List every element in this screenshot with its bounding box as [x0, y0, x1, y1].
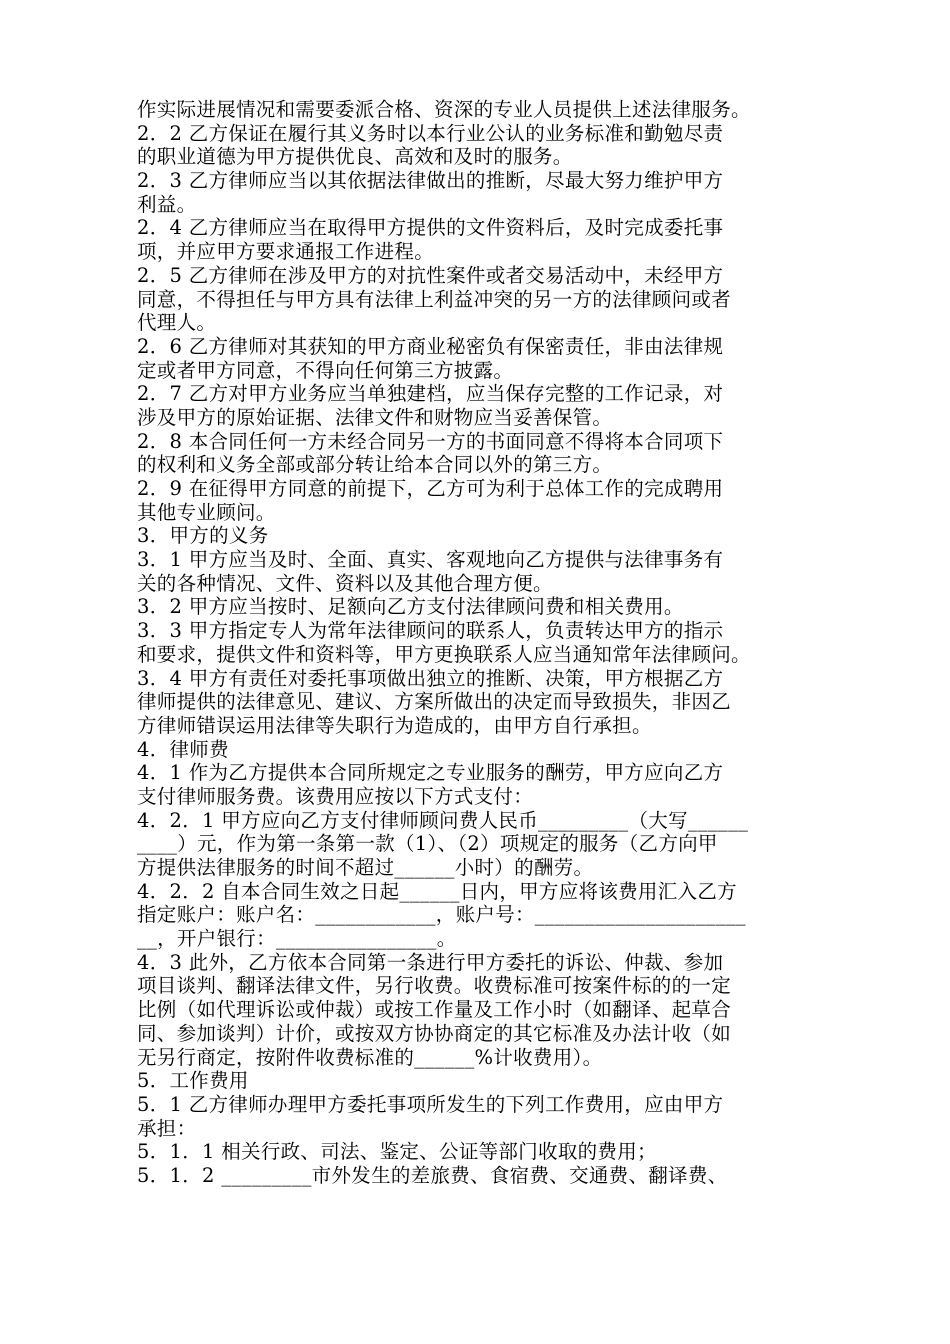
text-line: 4．2．1 甲方应向乙方支付律师顾问费人民币_________（大写______ — [137, 808, 749, 832]
text-line: 2．6 乙方律师对其获知的甲方商业秘密负有保密责任，非由法律规 — [137, 334, 724, 358]
text-line: 涉及甲方的原始证据、法律文件和财物应当妥善保管。 — [137, 405, 613, 429]
text-line: 2．2 乙方保证在履行其义务时以本行业公认的业务标准和勤勉尽责 — [137, 121, 724, 145]
text-line: 方提供法律服务的时间不超过______小时）的酬劳。 — [137, 856, 594, 879]
text-line: 方律师错误运用法律等失职行为造成的，由甲方自行承担。 — [137, 713, 652, 737]
text-line: 2．9 在征得甲方同意的前提下，乙方可为利于总体工作的完成聘用 — [137, 477, 724, 500]
text-line: 指定账户：账户名：____________，账户号：_____________________ — [137, 903, 746, 927]
text-line: 4．1 作为乙方提供本合同所规定之专业服务的酬劳，甲方应向乙方 — [137, 761, 724, 785]
text-line: 2．3 乙方律师应当以其依据法律做出的推断，尽最大努力维护甲方 — [137, 169, 724, 193]
text-line: 3．1 甲方应当及时、全面、真实、客观地向乙方提供与法律事务有 — [137, 548, 724, 572]
text-line: 3．甲方的义务 — [137, 524, 269, 548]
text-line: 2．4 乙方律师应当在取得甲方提供的文件资料后，及时完成委托事 — [137, 216, 724, 240]
text-line: 其他专业顾问。 — [137, 500, 276, 524]
contract-body-text — [137, 98, 817, 1188]
text-line: 同意，不得担任与甲方具有法律上利益冲突的另一方的法律顾问或者 — [137, 287, 732, 311]
text-line: 利益。 — [137, 192, 197, 216]
text-line: 承担： — [137, 1116, 197, 1140]
text-line: 4．2．2 自本合同生效之日起______日内，甲方应将该费用汇入乙方 — [137, 879, 737, 903]
text-line: 和要求，提供文件和资料等，甲方更换联系人应当通知常年法律顾问。 — [137, 642, 751, 666]
text-line: 4．律师费 — [137, 737, 229, 761]
text-line: 代理人。 — [137, 311, 217, 335]
text-line: 4．3 此外，乙方依本合同第一条进行甲方委托的诉讼、仲裁、参加 — [137, 950, 724, 974]
text-line: 同、参加谈判）计价，或按双方协协商定的其它标准及办法计收（如 — [137, 1021, 732, 1045]
text-line: 5．1 乙方律师办理甲方委托事项所发生的下列工作费用，应由甲方 — [137, 1092, 724, 1116]
text-line: 关的各种情况、文件、资料以及其他合理方便。 — [137, 571, 553, 595]
text-line: 定或者甲方同意，不得向任何第三方披露。 — [137, 358, 514, 382]
text-line: 3．2 甲方应当按时、足额向乙方支付法律顾问费和相关费用。 — [137, 595, 684, 619]
text-line: 支付律师服务费。该费用应按以下方式支付： — [137, 784, 534, 808]
text-line: 3．4 甲方有责任对委托事项做出独立的推断、决策，甲方根据乙方 — [137, 666, 724, 690]
text-line: 2．5 乙方律师在涉及甲方的对抗性案件或者交易活动中，未经甲方 — [137, 263, 724, 287]
text-line: 5．1．1 相关行政、司法、鉴定、公证等部门收取的费用； — [137, 1140, 657, 1164]
text-line: 2．8 本合同任何一方未经合同另一方的书面同意不得将本合同项下 — [137, 429, 724, 453]
text-line: 作实际进展情况和需要委派合格、资深的专业人员提供上述法律服务。 — [137, 98, 751, 121]
text-line: 比例（如代理诉讼或仲裁）或按工作量及工作小时（如翻译、起草合 — [137, 998, 732, 1022]
text-line: 5．工作费用 — [137, 1069, 249, 1093]
text-line: ____）元，作为第一条第一款（1）、（2）项规定的服务（乙方向甲 — [137, 832, 718, 856]
text-line: 的职业道德为甲方提供优良、高效和及时的服务。 — [137, 145, 573, 169]
text-line: 律师提供的法律意见、建议、方案所做出的决定而导致损失，非因乙 — [137, 690, 732, 714]
text-line: 项目谈判、翻译法律文件，另行收费。收费标准可按案件标的的一定 — [137, 974, 732, 998]
text-line: 2．7 乙方对甲方业务应当单独建档，应当保存完整的工作记录，对 — [137, 382, 724, 406]
text-line: 无另行商定，按附件收费标准的______%计收费用）。 — [137, 1045, 603, 1069]
text-line: 3．3 甲方指定专人为常年法律顾问的联系人，负责转达甲方的指示 — [137, 619, 724, 643]
text-line: 5．1．2 _________市外发生的差旅费、食宿费、交通费、翻译费、 — [137, 1163, 728, 1187]
text-line: __，开户银行：________________。 — [137, 927, 457, 951]
text-line: 的权利和义务全部或部分转让给本合同以外的第三方。 — [137, 453, 613, 477]
text-line: 项，并应甲方要求通报工作进程。 — [137, 240, 435, 264]
